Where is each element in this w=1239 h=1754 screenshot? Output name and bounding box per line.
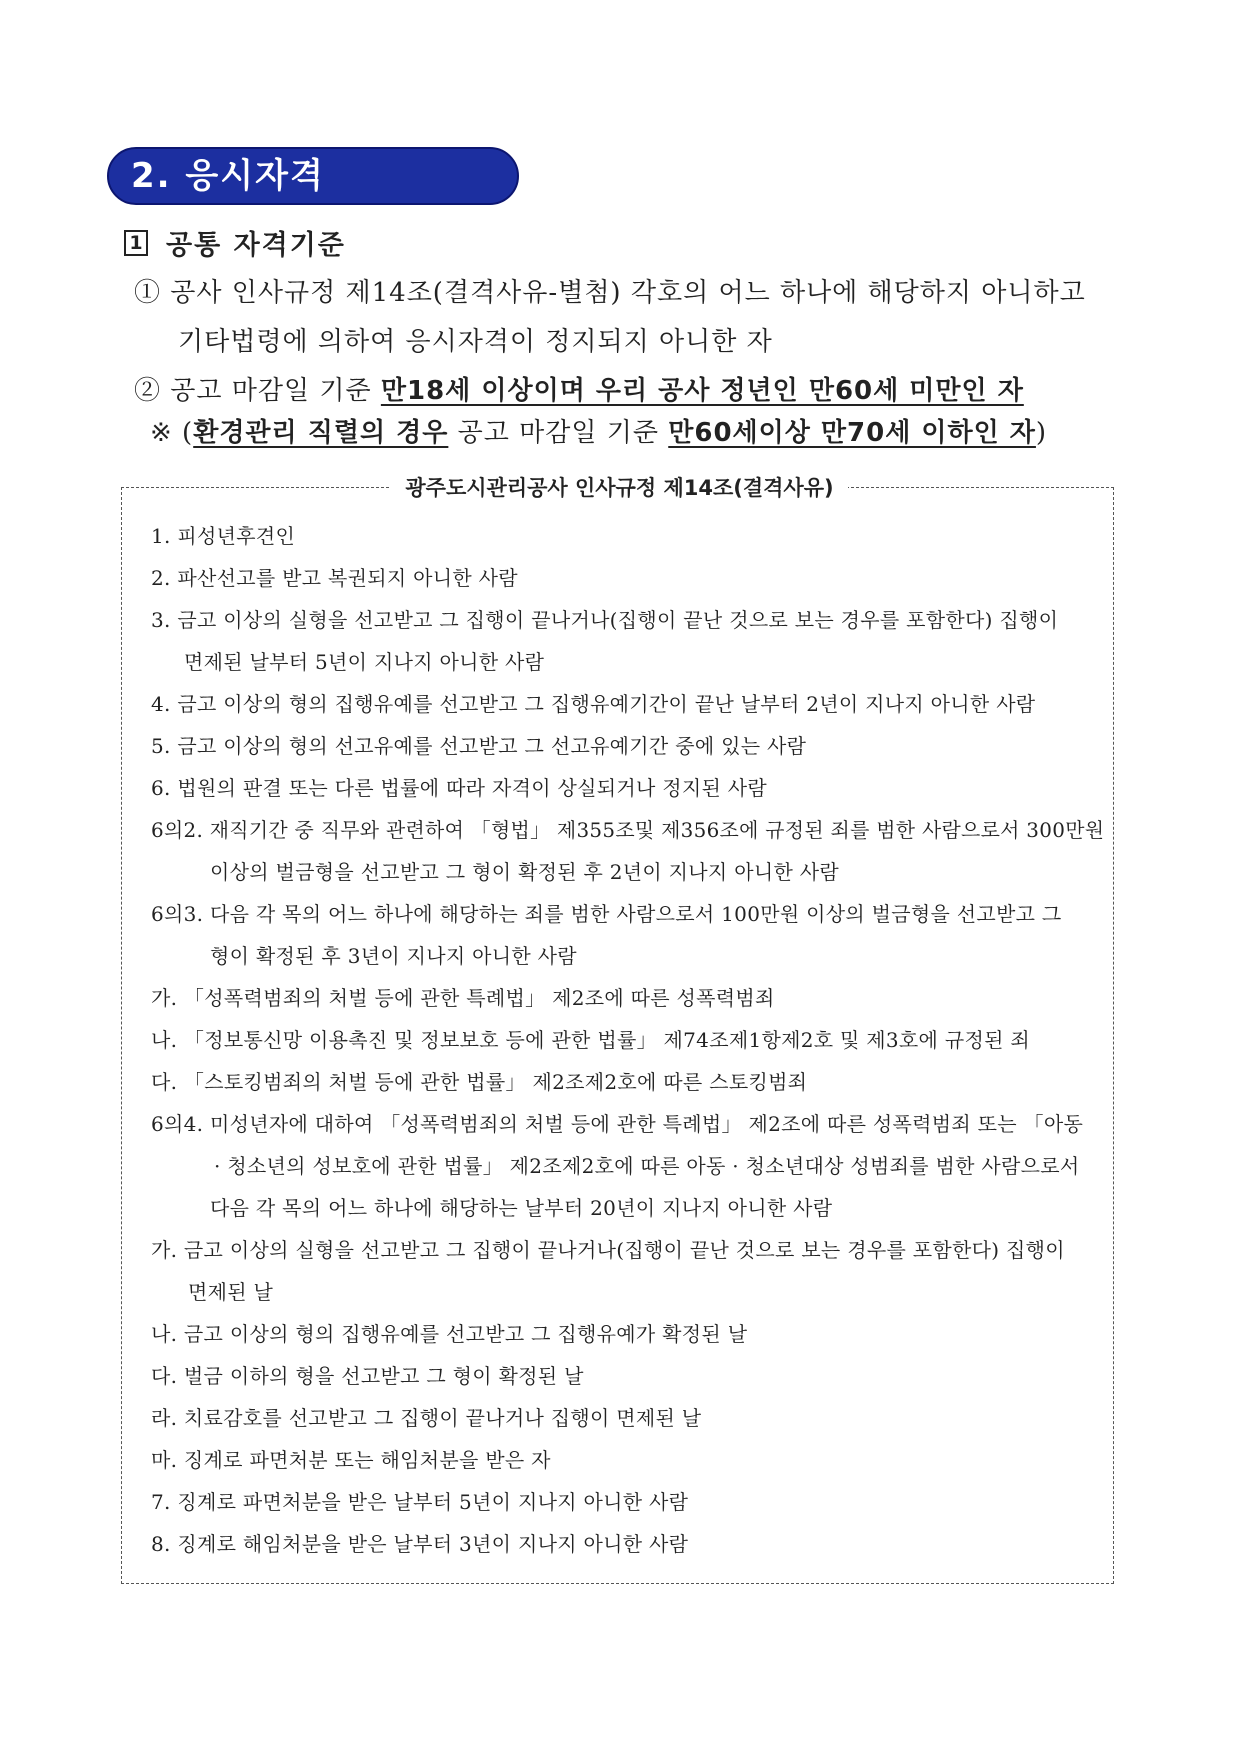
rule-line: 4. 금고 이상의 형의 집행유예를 선고받고 그 집행유예기간이 끝난 날부터 2년이 지나지 아니한 사람: [151, 692, 1036, 716]
rule-line: 나. 「정보통신망 이용촉진 및 정보보호 등에 관한 법률」 제74조제1항제2호 및 제3호에 규정된 죄: [151, 1028, 1030, 1052]
rule-line: 6의4. 미성년자에 대하여 「성폭력범죄의 처벌 등에 관한 특례법」 제2조에 따른 성폭력범죄 또는 「아동: [151, 1112, 1084, 1136]
note-emphasis-1: 환경관리 직렬의 경우: [193, 418, 449, 448]
rule-line: 3. 금고 이상의 실형을 선고받고 그 집행이 끝나거나(집행이 끝난 것으로 보는 경우를 포함한다) 집행이: [151, 608, 1059, 632]
note-suffix: ): [1035, 418, 1048, 448]
rules-title: [0, 472, 1239, 502]
criterion-1-line-2: 기타법령에 의하여 응시자격이 정지되지 아니한 자: [178, 327, 773, 357]
criterion-1-line-1: ① 공사 인사규정 제14조(결격사유-별첨) 각호의 어느 하나에 해당하지 아니하고: [134, 278, 1086, 308]
rule-line: 다. 「스토킹범죄의 처벌 등에 관한 법률」 제2조제2호에 따른 스토킹범죄: [151, 1070, 808, 1094]
rule-line: 6의3. 다음 각 목의 어느 하나에 해당하는 죄를 범한 사람으로서 100만원 이상의 벌금형을 선고받고 그: [151, 902, 1062, 926]
rule-line: 6. 법원의 판결 또는 다른 법률에 따라 자격이 상실되거나 정지된 사람: [151, 776, 767, 800]
rule-line: 가. 금고 이상의 실형을 선고받고 그 집행이 끝나거나(집행이 끝난 것으로 보는 경우를 포함한다) 집행이: [151, 1238, 1065, 1262]
rule-line: 2. 파산선고를 받고 복권되지 아니한 사람: [151, 566, 518, 590]
rules-title-text: 광주도시관리공사 인사규정 제14조(결격사유): [391, 476, 847, 500]
section-title: 2. 응시자격: [107, 147, 519, 205]
rule-line: 형이 확정된 후 3년이 지나지 아니한 사람: [210, 944, 577, 968]
rule-line: 5. 금고 이상의 형의 선고유예를 선고받고 그 선고유예기간 중에 있는 사람: [151, 734, 807, 758]
rule-line: 이상의 벌금형을 선고받고 그 형이 확정된 후 2년이 지나지 아니한 사람: [210, 860, 839, 884]
criterion-note: [150, 412, 1047, 449]
note-middle: 공고 마감일 기준: [448, 418, 669, 448]
criterion-2-emphasis: 만18세 이상이며 우리 공사 정년인 만60세 미만인 자: [380, 376, 1024, 406]
rule-line: 면제된 날: [188, 1280, 274, 1304]
rule-line: 나. 금고 이상의 형의 집행유예를 선고받고 그 집행유예가 확정된 날: [151, 1322, 748, 1346]
rule-line: 마. 징계로 파면처분 또는 해임처분을 받은 자: [151, 1448, 551, 1472]
note-prefix: ※ (: [150, 418, 194, 448]
rule-line: · 청소년의 성보호에 관한 법률」 제2조제2호에 따른 아동 · 청소년대상 성범죄를 범한 사람으로서: [214, 1154, 1080, 1178]
rule-line: 면제된 날부터 5년이 지나지 아니한 사람: [184, 650, 545, 674]
common-criteria-title: 공통 자격기준: [166, 230, 346, 261]
note-emphasis-2: 만60세이상 만70세 이하인 자: [668, 418, 1036, 448]
rule-line: 다. 벌금 이하의 형을 선고받고 그 형이 확정된 날: [151, 1364, 584, 1388]
rule-line: 라. 치료감호를 선고받고 그 집행이 끝나거나 집행이 면제된 날: [151, 1406, 702, 1430]
rule-line: 다음 각 목의 어느 하나에 해당하는 날부터 20년이 지나지 아니한 사람: [210, 1196, 833, 1220]
section-number-box: 1: [124, 230, 148, 256]
rule-line: 8. 징계로 해임처분을 받은 날부터 3년이 지나지 아니한 사람: [151, 1532, 689, 1556]
criterion-2: [134, 370, 1024, 407]
criterion-2-prefix: ② 공고 마감일 기준: [134, 376, 381, 406]
rule-line: 1. 피성년후견인: [151, 524, 296, 548]
rule-line: 가. 「성폭력범죄의 처벌 등에 관한 특례법」 제2조에 따른 성폭력범죄: [151, 986, 775, 1010]
common-criteria-heading: [124, 223, 346, 262]
rule-line: 7. 징계로 파면처분을 받은 날부터 5년이 지나지 아니한 사람: [151, 1490, 689, 1514]
rule-line: 6의2. 재직기간 중 직무와 관련하여 「형법」 제355조및 제356조에 규정된 죄를 범한 사람으로서 300만원: [151, 818, 1105, 842]
